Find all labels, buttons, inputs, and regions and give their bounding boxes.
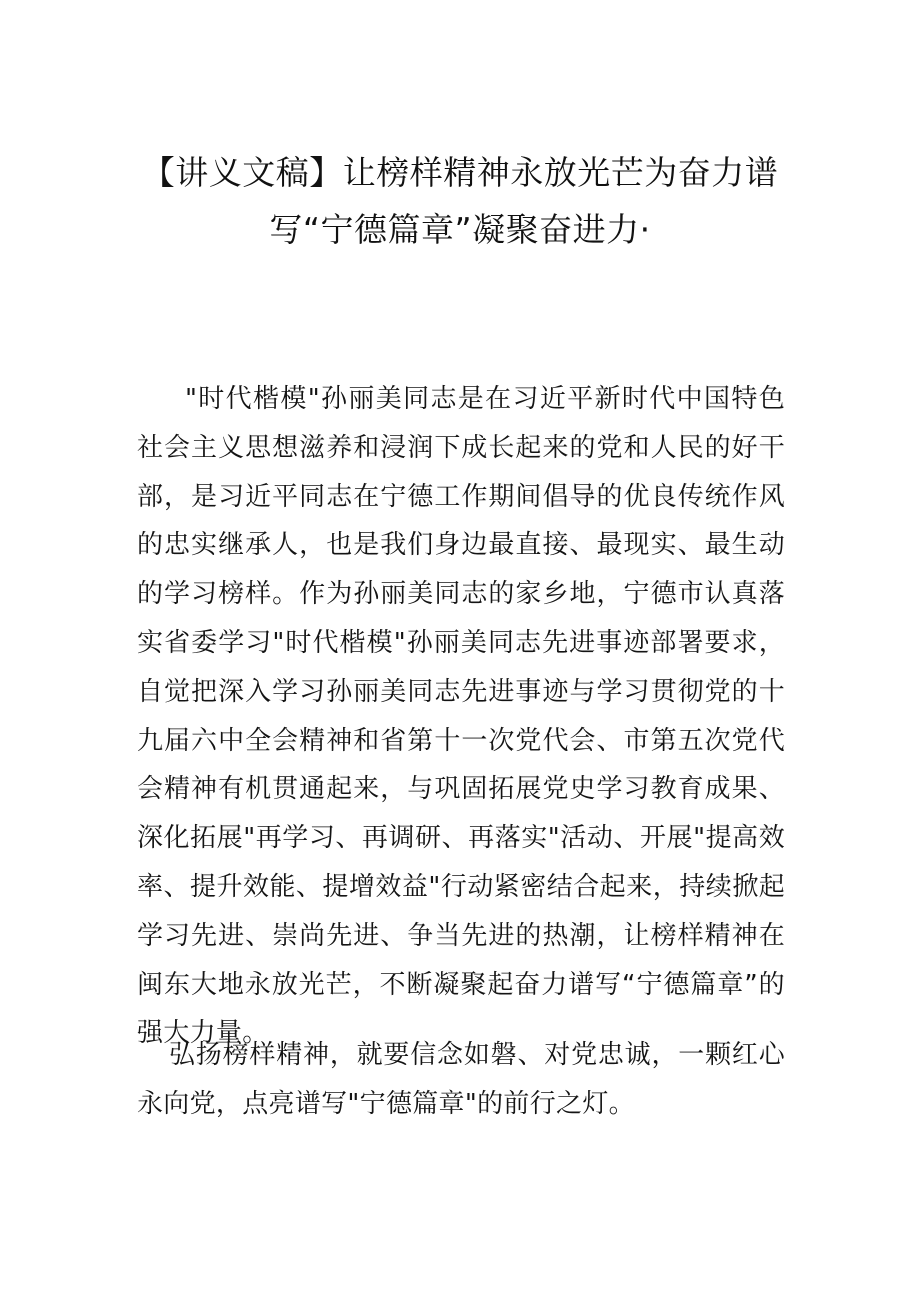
body-paragraph-1: "时代楷模"孙丽美同志是在习近平新时代中国特色社会主义思想滋养和浸润下成长起来的党和人民的好干部，是习近平同志在宁德工作期间倡导的优良传统作风的忠实继承人，也是我们身边最直接、最现实、最生动的学习榜样。作为孙丽美同志的家乡地，宁德市认真落实省委学习"时代楷模"孙丽美同志先进事迹部署要求，自觉把深入学习孙丽美同志先进事迹与学习贯彻党的十九届六中全会精神和省第十一次党代会、市第五次党代会精神有机贯通起来，与巩固拓展党史学习教育成果、深化拓展"再学习、再调研、再落实"活动、开展"提高效率、提升效能、提增效益"行动紧密结合起来，持续掀起学习先进、崇尚先进、争当先进的热潮，让榜样精神在闽东大地永放光芒，不断凝聚起奋力谱写“宁德篇章”的强大力量。	[137, 384, 785, 1049]
document-title: 【讲义文稿】让榜样精神永放光芒为奋力谱写“宁德篇章”凝聚奋进力·	[141, 153, 779, 249]
body-paragraph-2: 弘扬榜样精神，就要信念如磐、对党忠诚，一颗红心永向党，点亮谱写"宁德篇章"的前行之灯。	[137, 1040, 785, 1119]
